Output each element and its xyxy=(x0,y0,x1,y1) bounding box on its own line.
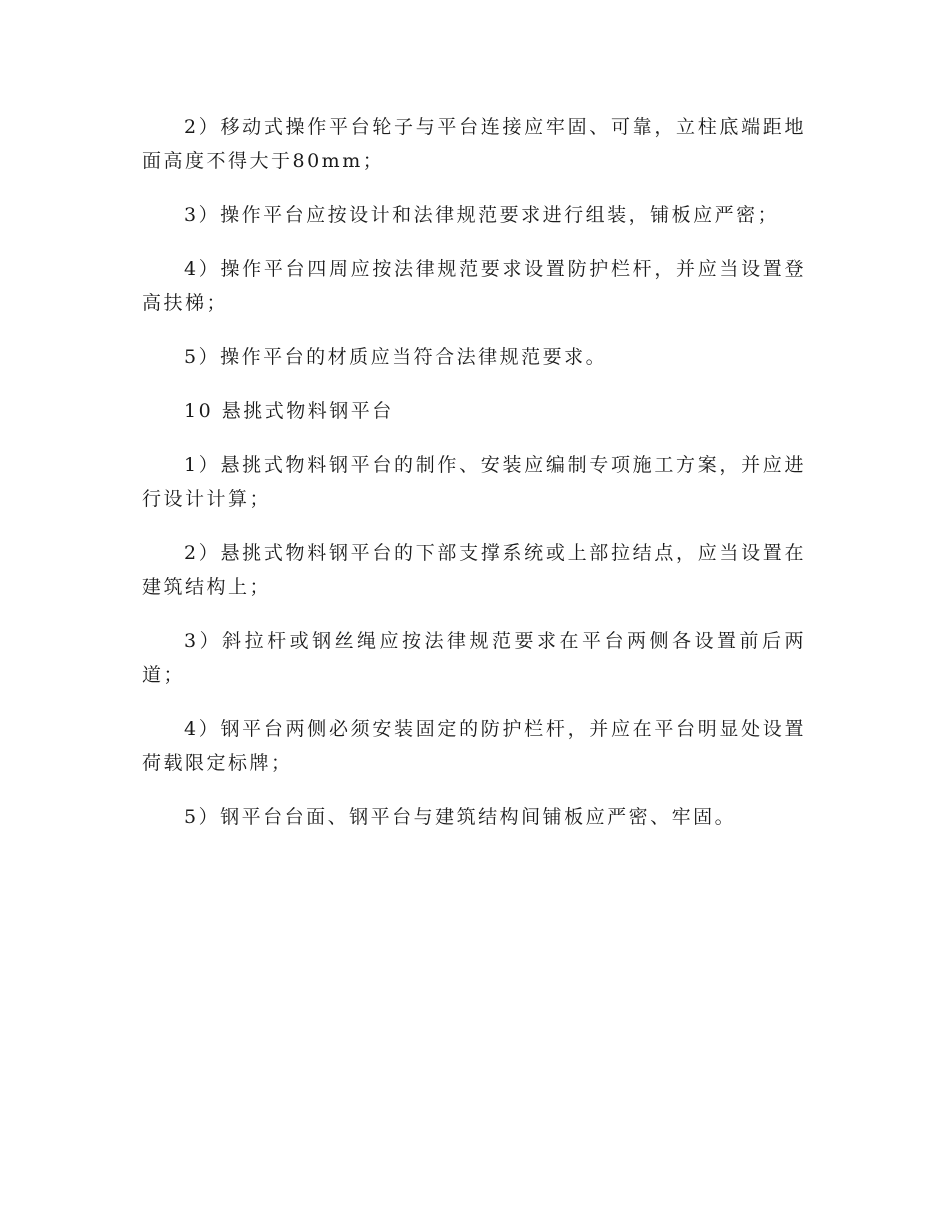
paragraph-steel-platform-deck: 5）钢平台台面、钢平台与建筑结构间铺板应严密、牢固。 xyxy=(184,806,737,828)
paragraph-stay-cables: 3）斜拉杆或钢丝绳应按法律规范要求在平台两侧各设置前后两道； xyxy=(142,630,806,686)
paragraph-mobile-platform-wheels: 2）移动式操作平台轮子与平台连接应牢固、可靠，立柱底端距地面高度不得大于80mm； xyxy=(142,116,806,172)
paragraph-platform-assembly: 3）操作平台应按设计和法律规范要求进行组装，铺板应严密； xyxy=(184,204,780,226)
paragraph-platform-material: 5）操作平台的材质应当符合法律规范要求。 xyxy=(184,346,608,368)
paragraph-platform-railings: 4）操作平台四周应按法律规范要求设置防护栏杆，并应当设置登高扶梯； xyxy=(142,258,806,314)
paragraph-cantilever-plan: 1）悬挑式物料钢平台的制作、安装应编制专项施工方案，并应进行设计计算； xyxy=(142,454,806,510)
document-body xyxy=(142,110,806,854)
paragraph-cantilever-support: 2）悬挑式物料钢平台的下部支撑系统或上部拉结点，应当设置在建筑结构上； xyxy=(142,542,806,598)
section-heading-cantilever-platform: 10 悬挑式物料钢平台 xyxy=(184,400,394,422)
paragraph-steel-platform-railings: 4）钢平台两侧必须安装固定的防护栏杆，并应在平台明显处设置荷载限定标牌； xyxy=(142,718,806,774)
